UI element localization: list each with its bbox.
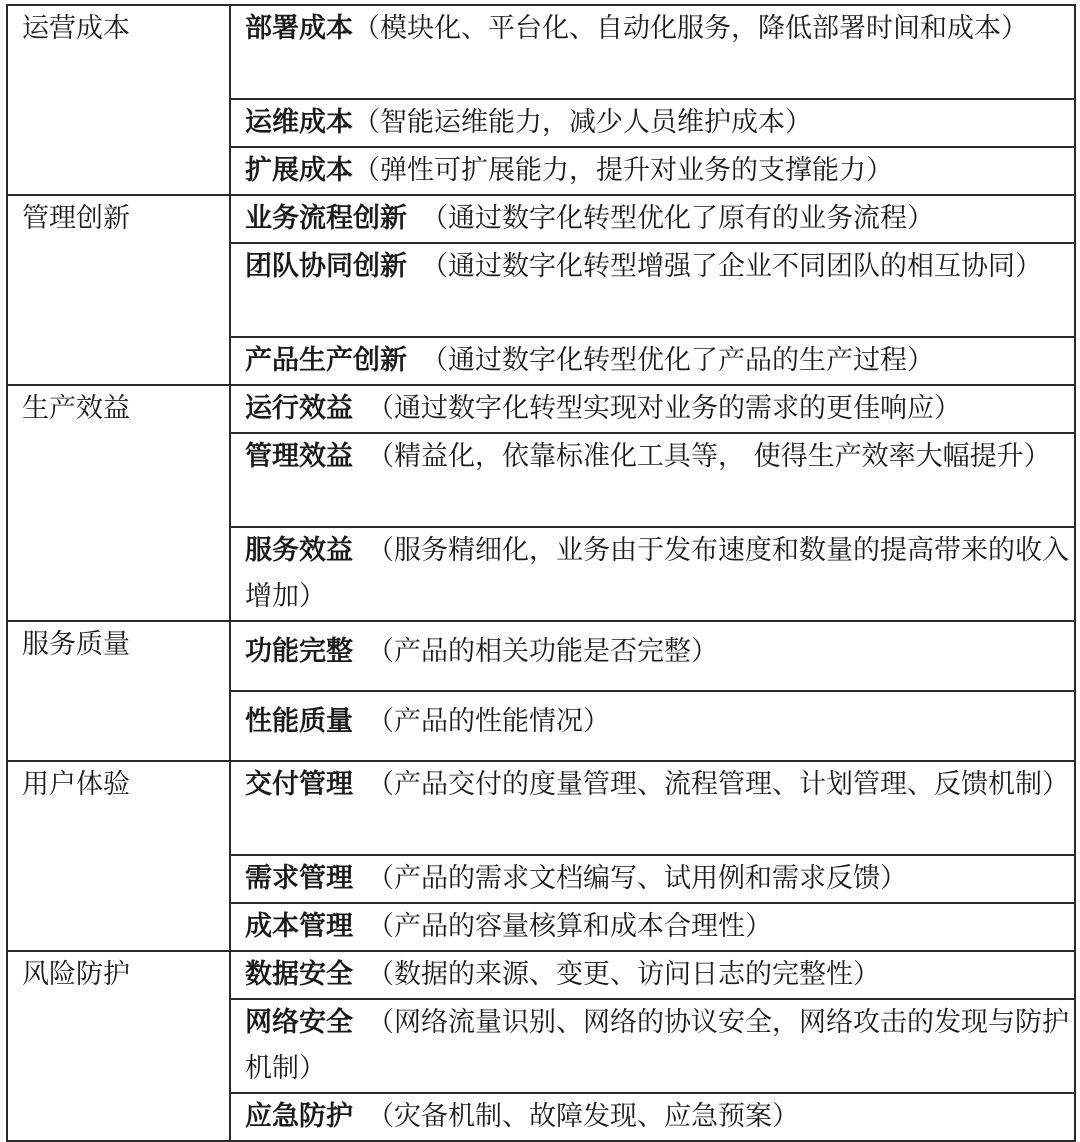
table-row	[7, 195, 1075, 243]
item-cell	[230, 1093, 1075, 1141]
table-row	[7, 5, 1075, 99]
item-desc: （产品的容量核算和成本合理性）	[367, 911, 772, 942]
item-name: 网络安全	[245, 1007, 353, 1038]
item-cell	[230, 385, 1075, 433]
item-desc: （网络流量识别、网络的协议安全，网络攻击的发现与防护机制）	[245, 1007, 1069, 1084]
item-desc: （服务精细化，业务由于发布速度和数量的提高带来的收入增加）	[245, 535, 1069, 612]
item-name: 应急防护	[245, 1101, 353, 1132]
item-desc: （灾备机制、故障发现、应急预案）	[367, 1101, 799, 1132]
category-cell: 运营成本	[7, 5, 230, 195]
item-cell	[230, 527, 1075, 621]
item-cell	[230, 5, 1075, 99]
item-name: 产品生产创新	[245, 345, 407, 376]
item-cell	[230, 855, 1075, 903]
table-row	[7, 951, 1075, 999]
item-desc: （模块化、平台化、自动化服务，降低部署时间和成本）	[353, 13, 1028, 44]
item-cell	[230, 433, 1075, 527]
item-desc: （弹性可扩展能力，提升对业务的支撑能力）	[353, 155, 893, 186]
item-cell	[230, 337, 1075, 385]
item-cell	[230, 691, 1075, 761]
category-cell: 用户体验	[7, 761, 230, 951]
item-cell	[230, 903, 1075, 951]
metrics-table	[6, 4, 1076, 1142]
item-desc: （精益化，依靠标准化工具等， 使得生产效率大幅提升）	[367, 441, 1051, 472]
item-name: 业务流程创新	[245, 203, 407, 234]
item-desc: （产品的性能情况）	[367, 706, 610, 737]
item-name: 数据安全	[245, 959, 353, 990]
item-cell	[230, 951, 1075, 999]
item-cell	[230, 195, 1075, 243]
item-name: 服务效益	[245, 535, 353, 566]
item-desc: （数据的来源、变更、访问日志的完整性）	[367, 959, 880, 990]
item-desc: （产品交付的度量管理、流程管理、计划管理、反馈机制）	[367, 769, 1069, 800]
item-cell	[230, 147, 1075, 195]
item-desc: （通过数字化转型优化了产品的生产过程）	[421, 345, 934, 376]
item-name: 性能质量	[245, 706, 353, 737]
category-cell: 生产效益	[7, 385, 230, 621]
item-cell	[230, 999, 1075, 1093]
item-desc: （智能运维能力，减少人员维护成本）	[353, 107, 812, 138]
item-name: 需求管理	[245, 863, 353, 894]
category-cell: 风险防护	[7, 951, 230, 1141]
item-name: 运行效益	[245, 393, 353, 424]
category-cell: 管理创新	[7, 195, 230, 385]
item-desc: （产品的相关功能是否完整）	[367, 636, 718, 667]
item-name: 部署成本	[245, 13, 353, 44]
item-name: 交付管理	[245, 769, 353, 800]
item-name: 运维成本	[245, 107, 353, 138]
item-name: 成本管理	[245, 911, 353, 942]
item-desc: （产品的需求文档编写、试用例和需求反馈）	[367, 863, 907, 894]
item-name: 功能完整	[245, 636, 353, 667]
category-cell: 服务质量	[7, 621, 230, 761]
item-name: 扩展成本	[245, 155, 353, 186]
item-name: 管理效益	[245, 441, 353, 472]
item-desc: （通过数字化转型优化了原有的业务流程）	[421, 203, 934, 234]
item-cell	[230, 761, 1075, 855]
table-row	[7, 621, 1075, 691]
item-desc: （通过数字化转型增强了企业不同团队的相互协同）	[421, 251, 1042, 282]
item-cell	[230, 99, 1075, 147]
table-row	[7, 385, 1075, 433]
table-row	[7, 761, 1075, 855]
item-cell	[230, 243, 1075, 337]
item-name: 团队协同创新	[245, 251, 407, 282]
item-desc: （通过数字化转型实现对业务的需求的更佳响应）	[367, 393, 961, 424]
item-cell	[230, 621, 1075, 691]
